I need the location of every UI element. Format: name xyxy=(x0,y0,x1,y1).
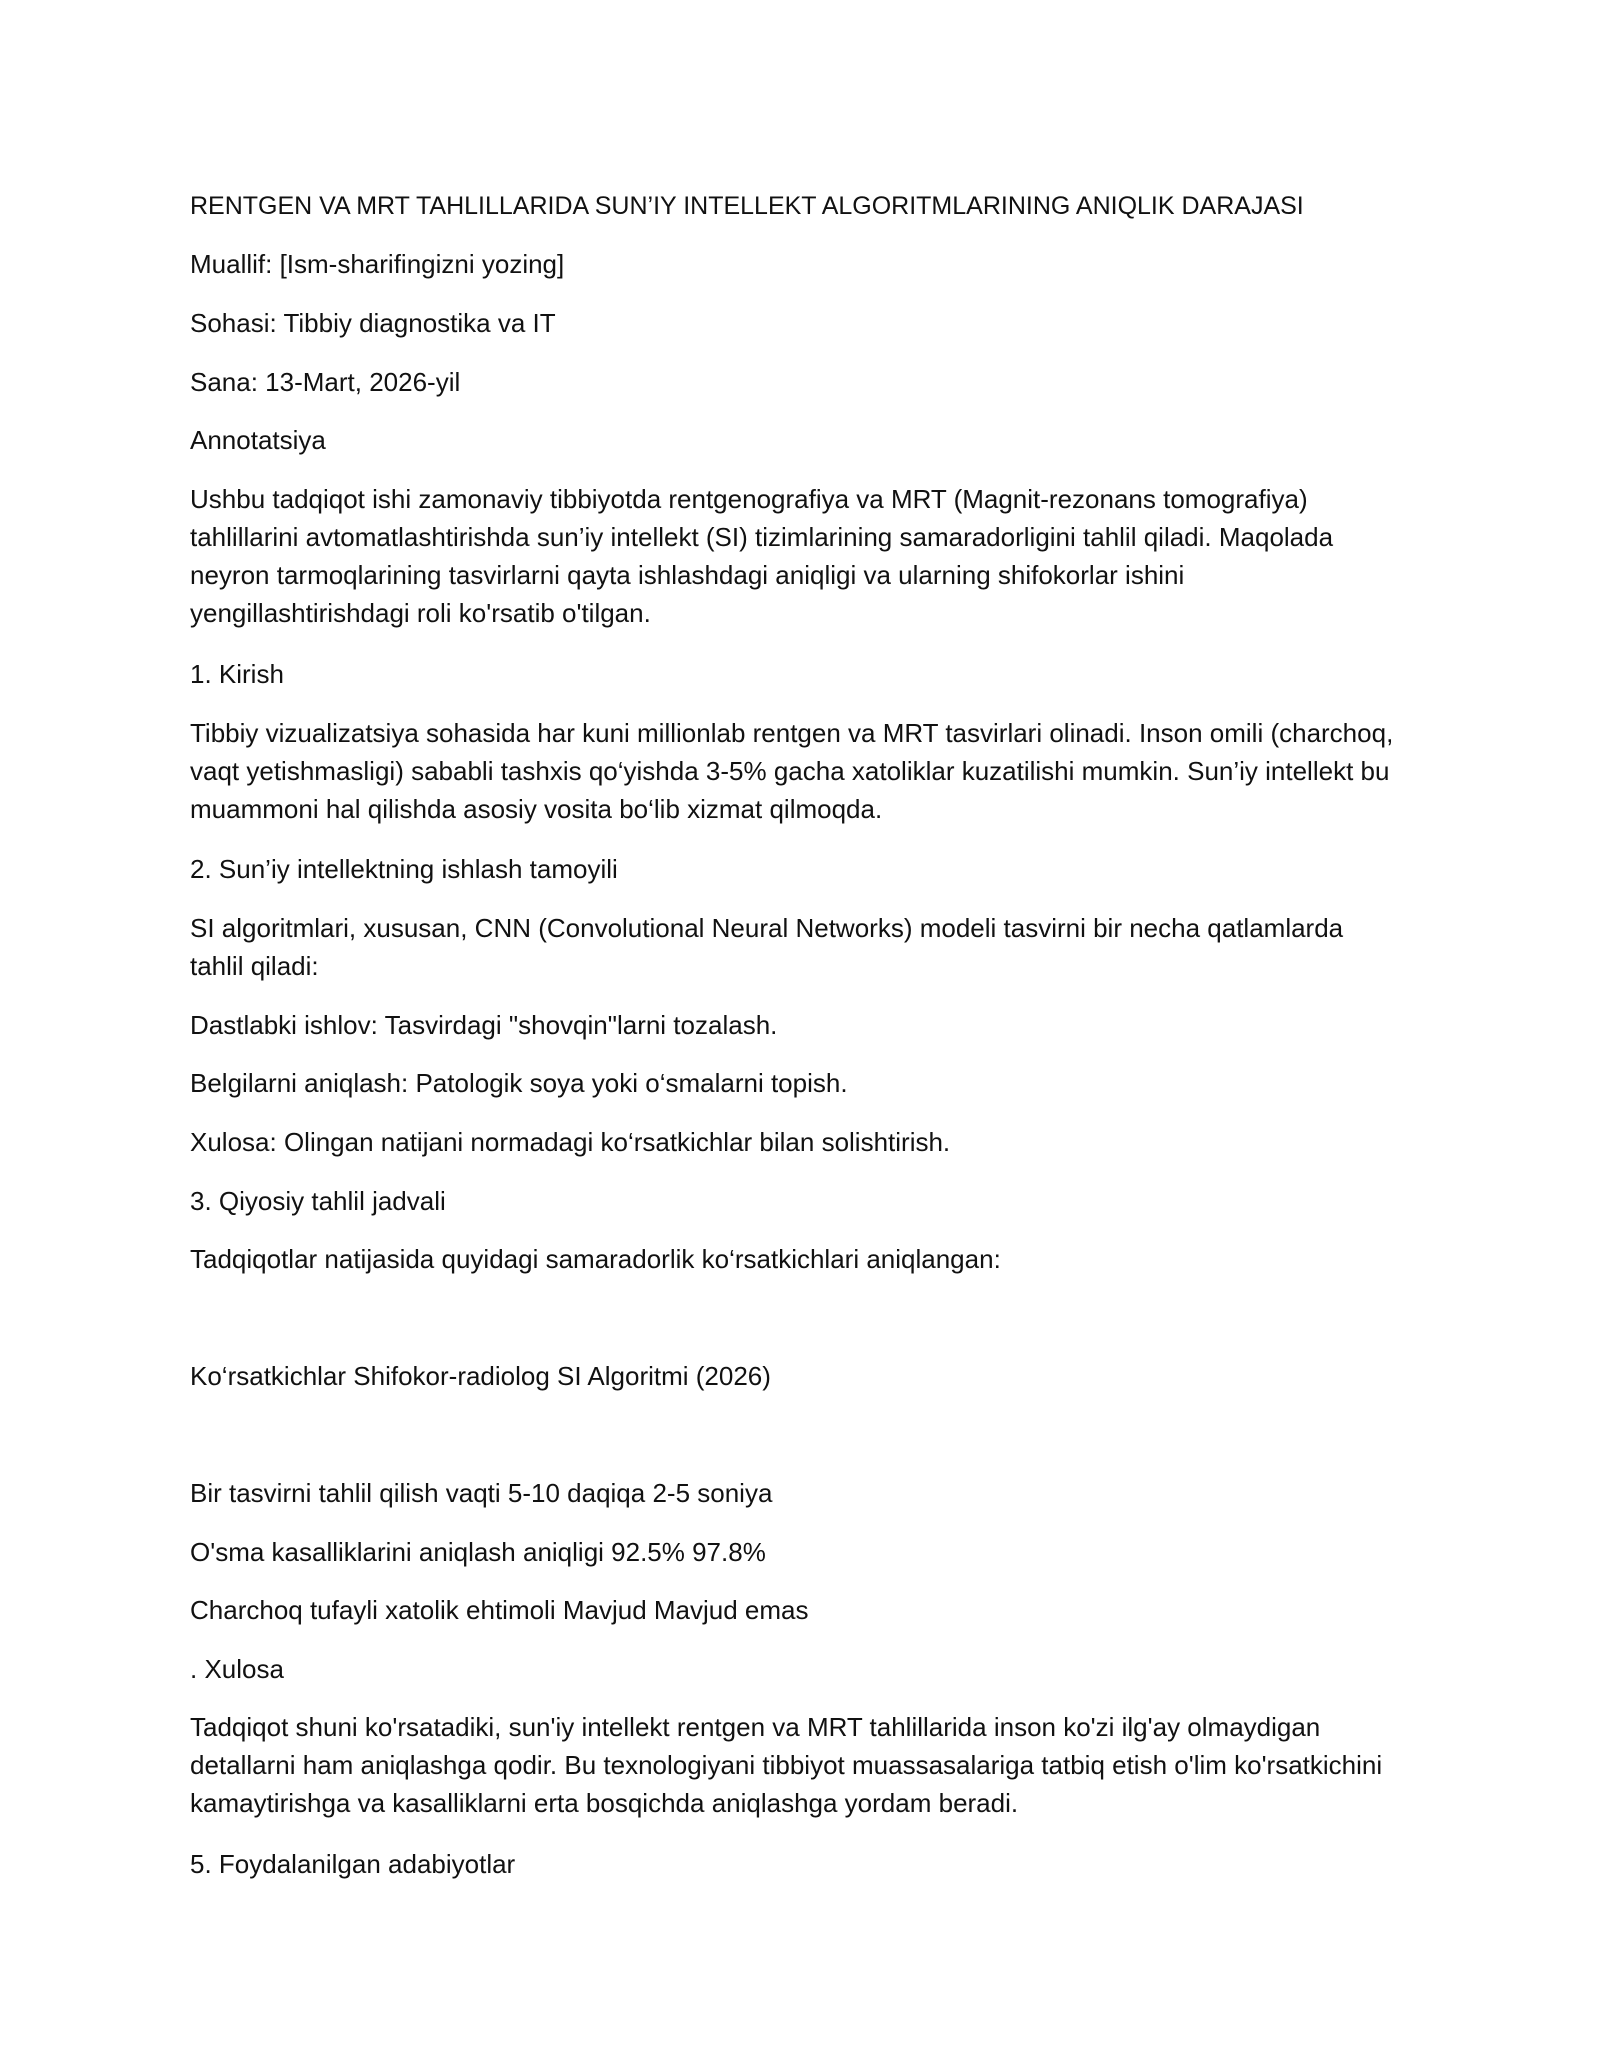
author-line: Muallif: [Ism-sharifingizni yozing] xyxy=(190,249,565,279)
section2-line: SI algoritmlari, xususan, CNN (Convolutional Neural Networks) modeli tasvirni bir necha qatlamlarda xyxy=(190,913,1344,943)
abstract-heading: Annotatsiya xyxy=(190,425,326,455)
section1-line: Tibbiy vizualizatsiya sohasida har kuni millionlab rentgen va MRT tasvirlari olinadi. Inson omili (charchoq, xyxy=(190,718,1394,748)
section2-line: tahlil qiladi: xyxy=(190,951,319,981)
section2-paragraph xyxy=(190,909,1440,985)
step-conclusion: Xulosa: Olingan natijani normadagi ko‘rsatkichlar bilan solishtirish. xyxy=(190,1127,951,1157)
table-row: Bir tasvirni tahlil qilish vaqti 5-10 daqiqa 2-5 soniya xyxy=(190,1478,773,1508)
section4-line: kamaytirishga va kasalliklarni erta bosqichda aniqlashga yordam beradi. xyxy=(190,1788,1019,1818)
table-row: Charchoq tufayli xatolik ehtimoli Mavjud Mavjud emas xyxy=(190,1595,809,1625)
section1-paragraph xyxy=(190,714,1440,828)
section4-line: Tadqiqot shuni ko'rsatadiki, sun'iy intellekt rentgen va MRT tahlillarida inson ko'zi ilg'ay olmaydigan xyxy=(190,1712,1321,1742)
section3-intro: Tadqiqotlar natijasida quyidagi samaradorlik ko‘rsatkichlari aniqlangan: xyxy=(190,1244,1001,1274)
section5-heading: 5. Foydalanilgan adabiyotlar xyxy=(190,1849,516,1879)
abstract-line: tahlillarini avtomatlashtirishda sun’iy intellekt (SI) tizimlarining samaradorligini tahlil qiladi. Maqolada xyxy=(190,522,1334,552)
abstract-line: Ushbu tadqiqot ishi zamonaviy tibbiyotda rentgenografiya va MRT (Magnit-rezonans tomografiya) xyxy=(190,484,1308,514)
section2-heading: 2. Sun’iy intellektning ishlash tamoyili xyxy=(190,854,618,884)
section3-heading: 3. Qiyosiy tahlil jadvali xyxy=(190,1186,446,1216)
section1-line: vaqt yetishmasligi) sababli tashxis qo‘yishda 3-5% gacha xatoliklar kuzatilishi mumkin. Sun’iy intellekt bu xyxy=(190,756,1390,786)
table-header-row: Ko‘rsatkichlar Shifokor-radiolog SI Algoritmi (2026) xyxy=(190,1361,771,1391)
field-line: Sohasi: Tibbiy diagnostika va IT xyxy=(190,308,556,338)
document-title: RENTGEN VA MRT TAHLILLARIDA SUN’IY INTELLEKT ALGORITMLARINING ANIQLIK DARAJASI xyxy=(190,192,1304,220)
section1-line: muammoni hal qilishda asosiy vosita bo‘lib xizmat qilmoqda. xyxy=(190,794,883,824)
section1-heading: 1. Kirish xyxy=(190,659,284,689)
step-feature-detection: Belgilarni aniqlash: Patologik soya yoki o‘smalarni topish. xyxy=(190,1068,848,1098)
section4-paragraph xyxy=(190,1708,1440,1822)
abstract-line: neyron tarmoqlarining tasvirlarni qayta ishlashdagi aniqligi va ularning shifokorlar ishini xyxy=(190,560,1185,590)
step-preprocessing: Dastlabki ishlov: Tasvirdagi "shovqin"larni tozalash. xyxy=(190,1010,778,1040)
section4-heading: . Xulosa xyxy=(190,1654,284,1684)
date-line: Sana: 13-Mart, 2026-yil xyxy=(190,367,461,397)
abstract-line: yengillashtirishdagi roli ko'rsatib o'tilgan. xyxy=(190,598,651,628)
section4-line: detallarni ham aniqlashga qodir. Bu texnologiyani tibbiyot muassasalariga tatbiq etish o'lim ko'rsatkichini xyxy=(190,1750,1383,1780)
abstract-paragraph xyxy=(190,480,1440,632)
table-row: O'sma kasalliklarini aniqlash aniqligi 92.5% 97.8% xyxy=(190,1537,766,1567)
